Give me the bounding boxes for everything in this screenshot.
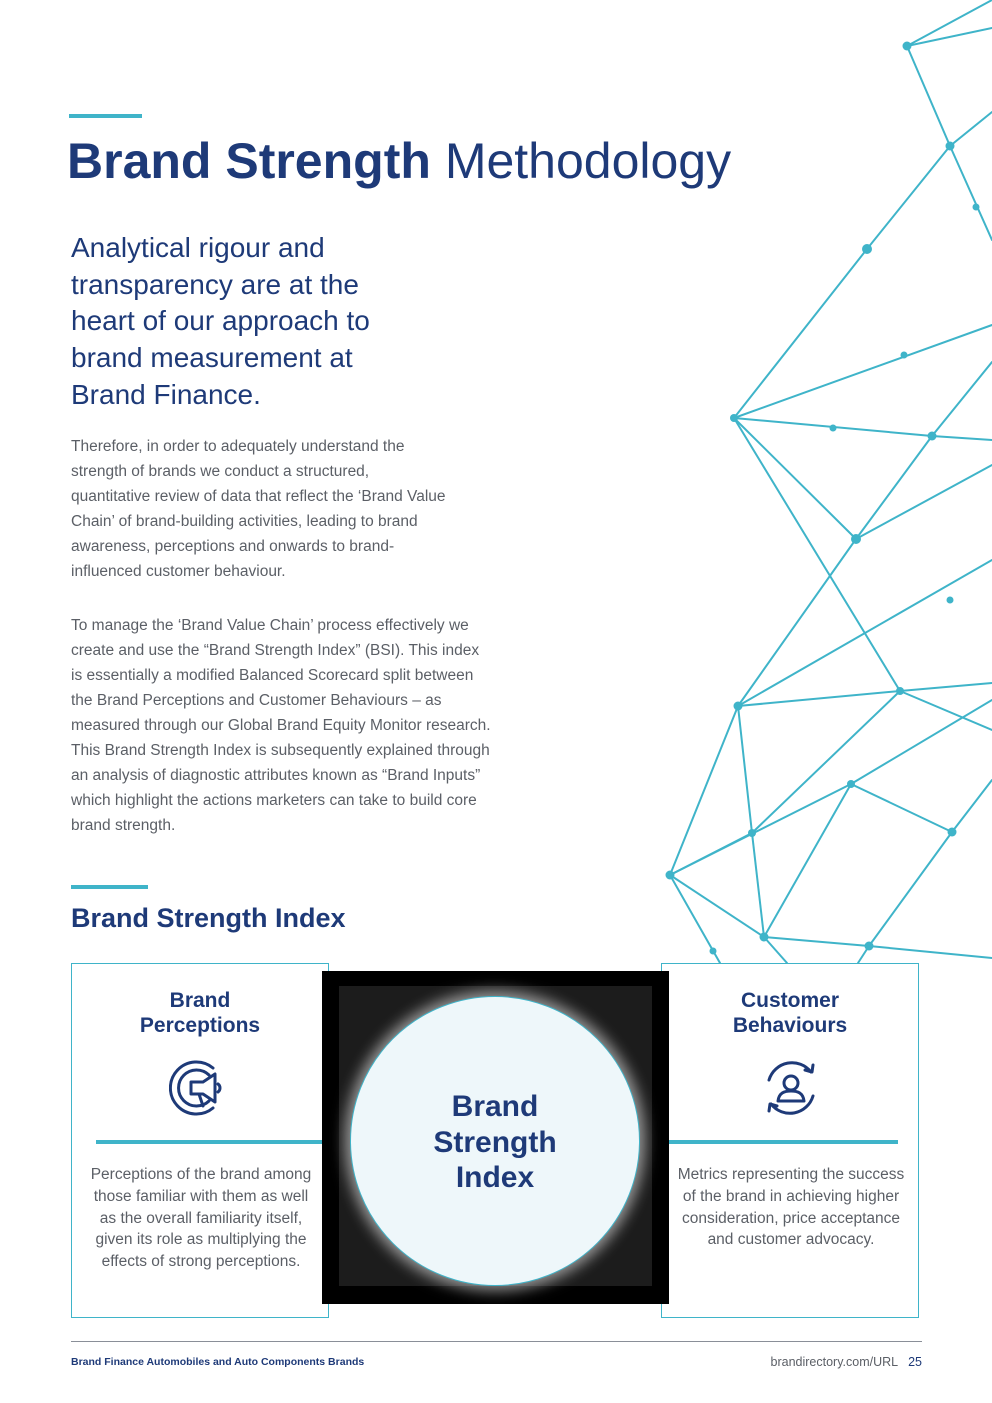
footer-url[interactable]: brandirectory.com/URL — [770, 1355, 899, 1369]
footer-rule — [71, 1341, 922, 1342]
section-accent-bar — [71, 885, 148, 889]
page-title — [67, 130, 731, 192]
card-title — [72, 988, 328, 1038]
card-title-line: Brand — [169, 989, 231, 1012]
card-title-line: Behaviours — [732, 1014, 848, 1037]
page-number: 25 — [908, 1355, 922, 1369]
card-description: Perceptions of the brand among those familiar with them as well as the overall familiarity itself, given its role as multiplying the effects of strong perceptions. — [90, 1166, 312, 1271]
title-regular: Methodology — [444, 133, 732, 189]
title-bold: Brand Strength — [67, 133, 431, 189]
title-accent-bar — [69, 114, 142, 118]
index-label-line: Strength — [433, 1125, 557, 1159]
index-circle — [350, 996, 640, 1286]
radar-megaphone-icon — [169, 1056, 233, 1120]
card-divider — [96, 1140, 330, 1144]
card-divider — [668, 1140, 898, 1144]
card-title — [662, 988, 918, 1038]
section-title: Brand Strength Index — [71, 903, 346, 933]
brand-strength-index-graphic — [322, 971, 669, 1304]
customer-behaviours-card — [661, 963, 919, 1318]
footer-publication: Brand Finance Automobiles and Auto Components Brands — [71, 1356, 365, 1368]
center-panel — [339, 986, 652, 1286]
card-description: Metrics representing the success of the brand in achieving higher consideration, price acceptance and customer advocacy. — [677, 1166, 905, 1249]
card-title-line: Customer — [740, 989, 840, 1012]
index-label-line: Brand — [451, 1090, 539, 1123]
lead-statement: Analytical rigour and transparency are at the heart of our approach to brand measurement at Brand Finance. — [71, 232, 370, 410]
card-title-line: Perceptions — [139, 1014, 261, 1037]
paragraph-1: Therefore, in order to adequately understand the strength of brands we conduct a structured, quantitative review of data that reflect the ‘Brand Value Chain’ of brand-building activities, leading to brand awareness, perceptions and onwards to brand-influenced customer behaviour. — [71, 438, 446, 580]
index-label-line: Index — [455, 1161, 535, 1194]
index-circle-label — [351, 1089, 639, 1196]
paragraph-2: To manage the ‘Brand Value Chain’ process effectively we create and use the “Brand Strength Index” (BSI). This index is essentially a modified Balanced Scorecard split between the Brand Perceptions and Customer Behaviours – as measured through our Global Brand Equity Monitor research. This Brand Strength Index is subsequently explained through an analysis of diagnostic attributes known as “Brand Inputs” which highlight the actions marketers can take to build core brand strength. — [71, 617, 491, 834]
footer-right — [771, 1355, 923, 1369]
brand-perceptions-card — [71, 963, 329, 1318]
user-cycle-icon — [759, 1056, 823, 1120]
